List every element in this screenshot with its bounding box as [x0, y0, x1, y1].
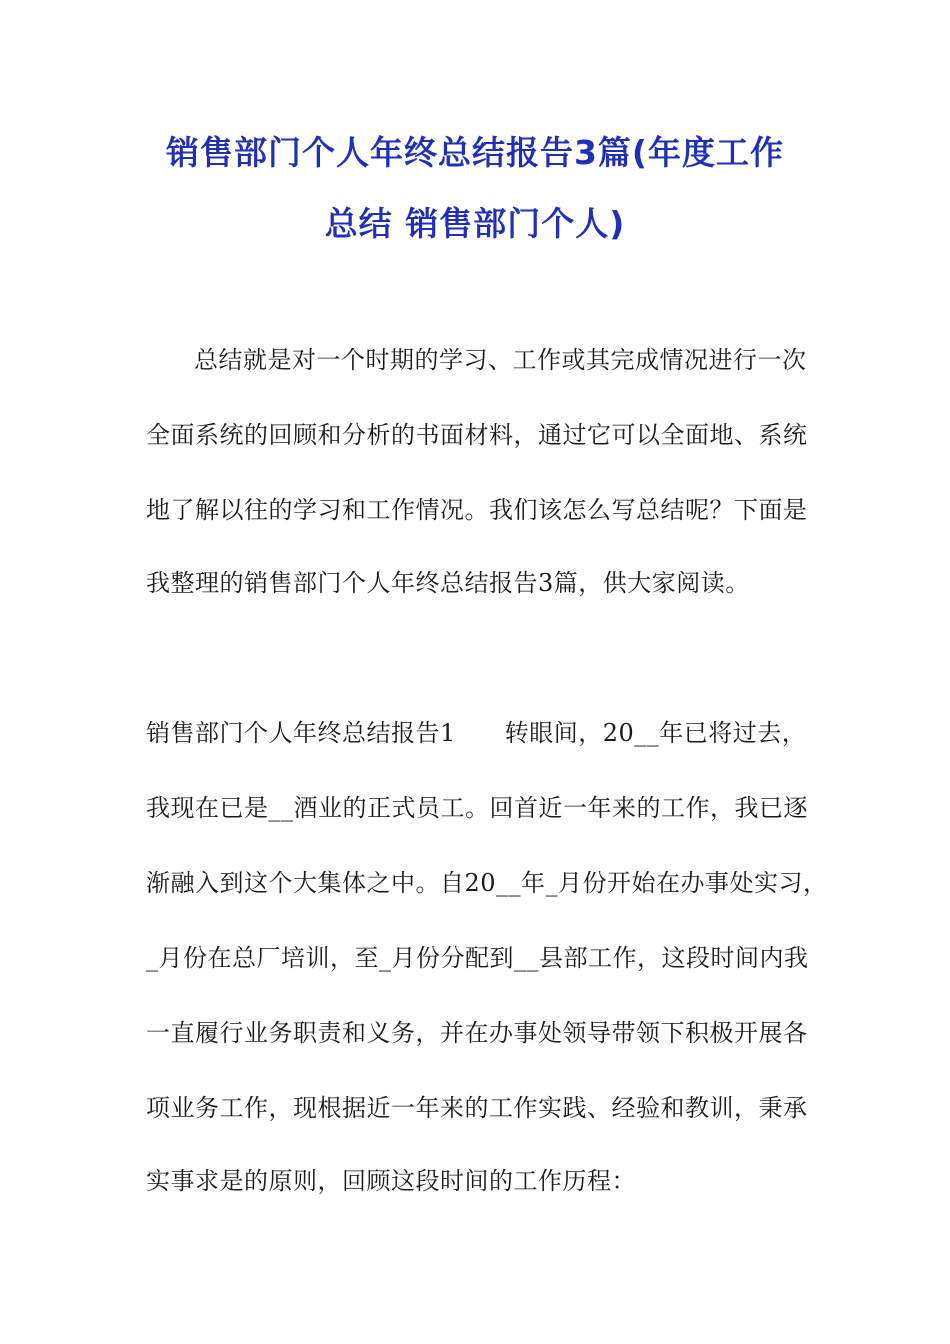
intro-line-3: 地了解以往的学习和工作情况。我们该怎么写总结呢？下面是: [146, 496, 808, 524]
section-line-7: 实事求是的原则，回顾这段时间的工作历程：: [146, 1167, 636, 1195]
section-line-2: 我现在已是__酒业的正式员工。回首近一年来的工作，我已逐: [146, 794, 808, 822]
document-title-line-1: 销售部门个人年终总结报告3篇(年度工作: [165, 133, 785, 172]
intro-line-4: 我整理的销售部门个人年终总结报告3篇，供大家阅读。: [146, 569, 750, 597]
intro-line-1: 总结就是对一个时期的学习、工作或其完成情况进行一次: [194, 346, 807, 374]
intro-line-2: 全面系统的回顾和分析的书面材料，通过它可以全面地、系统: [146, 421, 808, 449]
section-line-6: 项业务工作，现根据近一年来的工作实践、经验和教训，秉承: [146, 1094, 808, 1122]
section-line-5: 一直履行业务职责和义务，并在办事处领导带领下积极开展各: [146, 1019, 808, 1047]
section-line-4: _月份在总厂培训，至_月份分配到__县部工作，这段时间内我: [146, 944, 809, 972]
section-line-1: 销售部门个人年终总结报告1 转眼间，20__年已将过去，: [146, 719, 807, 747]
document-title-line-2: 总结 销售部门个人): [324, 204, 626, 243]
section-line-3: 渐融入到这个大集体之中。自20__年_月份开始在办事处实习，: [146, 869, 828, 897]
